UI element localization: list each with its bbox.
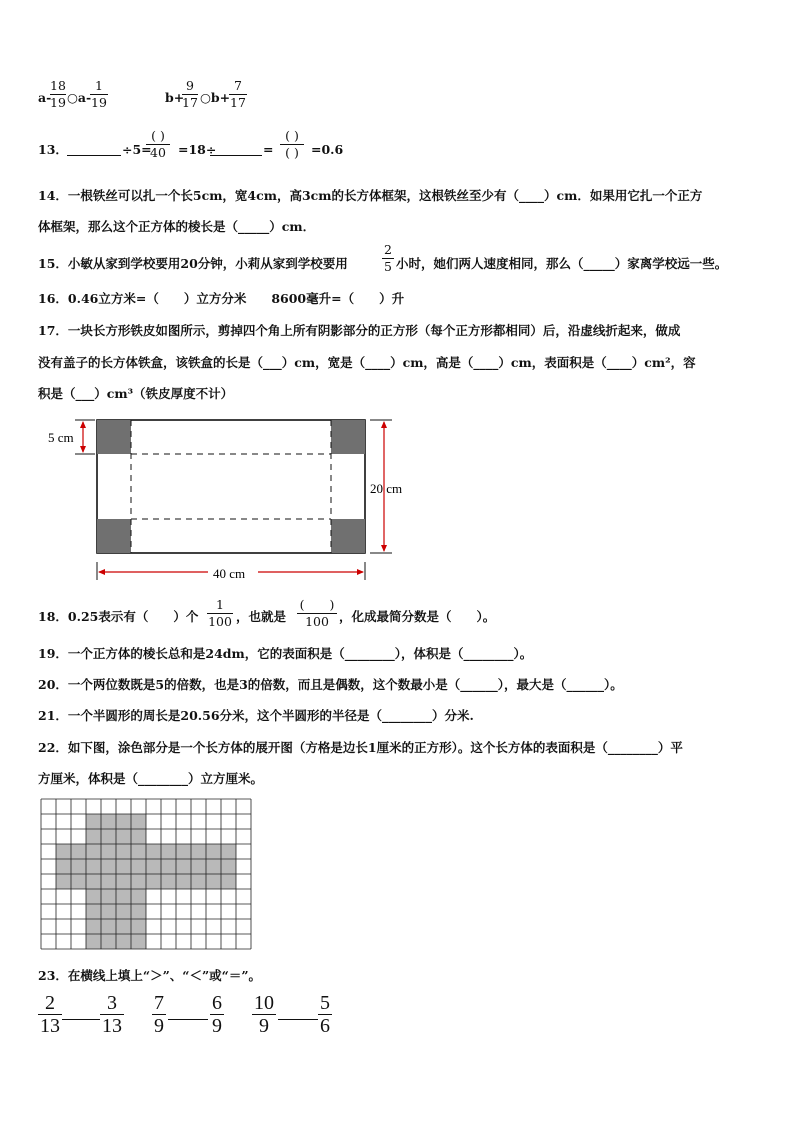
shaded-cell	[86, 829, 101, 844]
q13-part1: ÷5=	[122, 142, 152, 157]
shaded-cell	[131, 934, 146, 949]
shaded-cell	[101, 919, 116, 934]
fold-lines	[131, 420, 331, 553]
shaded-cell	[176, 844, 191, 859]
q22-line1: 22．如下图，涂色部分是一个长方体的展开图（方格是边长1厘米的正方形）。这个长方体的表面积是（________）平	[38, 740, 683, 755]
q23-pair2-b: 6 9	[212, 992, 222, 1037]
shaded-cell	[116, 919, 131, 934]
q23-text: 23．在横线上填上“＞”、“＜”或“＝”。	[38, 968, 262, 983]
q16-text: 16．0.46立方米=（ ）立方分米 8600毫升=（ ）升	[38, 291, 405, 306]
q13-frac1: ( ) 40	[146, 129, 170, 160]
shaded-cell	[206, 874, 221, 889]
dim-right-label: 20 cm	[370, 481, 403, 496]
shaded-cell	[146, 859, 161, 874]
shaded-cell	[56, 844, 71, 859]
q13-blank-1[interactable]	[67, 155, 121, 156]
q23-pair1-b: 3 13	[102, 992, 122, 1037]
dim-left-label: 5 cm	[48, 430, 74, 445]
q15-after: 小时，她们两人速度相同，那么（_____）家离学校远一些。	[396, 256, 728, 271]
q15-before: 15．小敏从家到学校要用20分钟，小莉从家到学校要用	[38, 256, 348, 271]
shaded-cell	[131, 844, 146, 859]
shaded-cell	[221, 844, 236, 859]
shaded-cell	[116, 829, 131, 844]
shaded-cell	[131, 919, 146, 934]
q23-pair3-b: 5 6	[320, 992, 330, 1037]
q12-right-prefix: b+	[165, 90, 185, 105]
shaded-cell	[221, 874, 236, 889]
q19-text: 19．一个正方体的棱长总和是24dm，它的表面积是（________），体积是（________）。	[38, 646, 533, 661]
q13-part3: =	[263, 142, 274, 157]
q23-blank-2[interactable]	[168, 1019, 208, 1020]
shaded-cell	[86, 934, 101, 949]
shaded-cell	[131, 904, 146, 919]
corner-square-bl	[97, 519, 131, 553]
shaded-cell	[116, 859, 131, 874]
q15-frac: 2 5	[382, 243, 394, 274]
shaded-cell	[116, 844, 131, 859]
shaded-cell	[101, 814, 116, 829]
shaded-cell	[86, 844, 101, 859]
q23-pair1-a: 2 13	[40, 992, 60, 1037]
shaded-cell	[101, 889, 116, 904]
shaded-cell	[101, 829, 116, 844]
q23-blank-1[interactable]	[62, 1019, 100, 1020]
shaded-cell	[116, 904, 131, 919]
q13-number: 13．	[38, 142, 68, 157]
shaded-cell	[101, 874, 116, 889]
shaded-cell	[191, 859, 206, 874]
shaded-cell	[116, 889, 131, 904]
q18-mid: ，也就是	[236, 609, 287, 624]
shaded-cell	[86, 904, 101, 919]
q12-left-frac2: 1 19	[91, 78, 107, 110]
sheet-outline	[97, 420, 365, 553]
shaded-cell	[86, 889, 101, 904]
q18-frac2: ( ) 100	[297, 598, 337, 629]
shaded-cell	[116, 874, 131, 889]
shaded-cell	[101, 934, 116, 949]
shaded-cell	[131, 874, 146, 889]
q12-left-mid: ○a-	[67, 90, 92, 105]
corner-square-br	[331, 519, 365, 553]
shaded-cell	[161, 874, 176, 889]
shaded-cell	[161, 844, 176, 859]
shaded-cell	[101, 904, 116, 919]
shaded-cell	[116, 934, 131, 949]
shaded-cell	[86, 859, 101, 874]
corner-square-tl	[97, 420, 131, 454]
q12-left-frac1: 18 19	[50, 78, 66, 110]
q22-line2: 方厘米，体积是（________）立方厘米。	[38, 771, 264, 786]
q12-right-mid: ○b+	[200, 90, 231, 105]
q13-part2: =18÷	[178, 142, 217, 157]
shaded-cell	[71, 859, 86, 874]
q13-blank-2[interactable]	[210, 155, 262, 156]
q12-right-frac1: 9 17	[182, 78, 198, 110]
shaded-cell	[221, 859, 236, 874]
shaded-cell	[191, 874, 206, 889]
q12-left-prefix: a-	[38, 90, 52, 105]
shaded-cell	[131, 889, 146, 904]
shaded-cell	[146, 844, 161, 859]
q23-blank-3[interactable]	[278, 1019, 318, 1020]
shaded-cell	[101, 859, 116, 874]
shaded-cell	[206, 859, 221, 874]
q17-line3: 积是（___）cm³（铁皮厚度不计）	[38, 386, 234, 401]
shaded-cell	[71, 844, 86, 859]
shaded-cell	[116, 814, 131, 829]
shaded-cell	[146, 874, 161, 889]
q18-after: ，化成最简分数是（ ）。	[339, 609, 496, 624]
shaded-cell	[131, 859, 146, 874]
dim-bottom-label: 40 cm	[213, 566, 246, 581]
q18-frac1: 1 100	[208, 597, 232, 629]
corner-square-tr	[331, 420, 365, 454]
q20-text: 20．一个两位数既是5的倍数，也是3的倍数，而且是偶数，这个数最小是（______），最大是（______）。	[38, 677, 623, 692]
shaded-cell	[56, 874, 71, 889]
q13-frac2: ( ) ( )	[280, 129, 304, 160]
shaded-cell	[191, 844, 206, 859]
shaded-cell	[101, 844, 116, 859]
shaded-cell	[131, 814, 146, 829]
q21-text: 21．一个半圆形的周长是20.56分米，这个半圆形的半径是（________）分米.	[38, 708, 474, 723]
q12-right-frac2: 7 17	[230, 78, 246, 110]
shaded-cell	[176, 874, 191, 889]
shaded-cell	[206, 844, 221, 859]
shaded-cell	[71, 874, 86, 889]
shaded-cell	[161, 859, 176, 874]
q14-line1: 14．一根铁丝可以扎一个长5cm，宽4cm，高3cm的长方体框架，这根铁丝至少有（____）cm．如果用它扎一个正方	[38, 188, 703, 203]
shaded-cell	[86, 814, 101, 829]
q18-before: 18．0.25表示有（ ）个	[38, 609, 199, 624]
shaded-cell	[131, 829, 146, 844]
q17-line1: 17．一块长方形铁皮如图所示，剪掉四个角上所有阴影部分的正方形（每个正方形都相同）后，沿虚线折起来，做成	[38, 323, 681, 338]
shaded-cell	[176, 859, 191, 874]
q17-line2: 没有盖子的长方体铁盒，该铁盒的长是（___）cm，宽是（____）cm，高是（____）cm，表面积是（____）cm²，容	[38, 355, 696, 370]
q22-grid-figure	[40, 798, 252, 952]
q14-line2: 体框架，那么这个正方体的棱长是（_____）cm．	[38, 219, 316, 234]
q23-pair3-a: 10 9	[254, 992, 274, 1037]
q17-figure	[40, 412, 420, 587]
shaded-cell	[56, 859, 71, 874]
q23-pair2-a: 7 9	[154, 992, 164, 1037]
shaded-cell	[86, 874, 101, 889]
shaded-cell	[86, 919, 101, 934]
q13-part4: =0.6	[311, 142, 344, 157]
